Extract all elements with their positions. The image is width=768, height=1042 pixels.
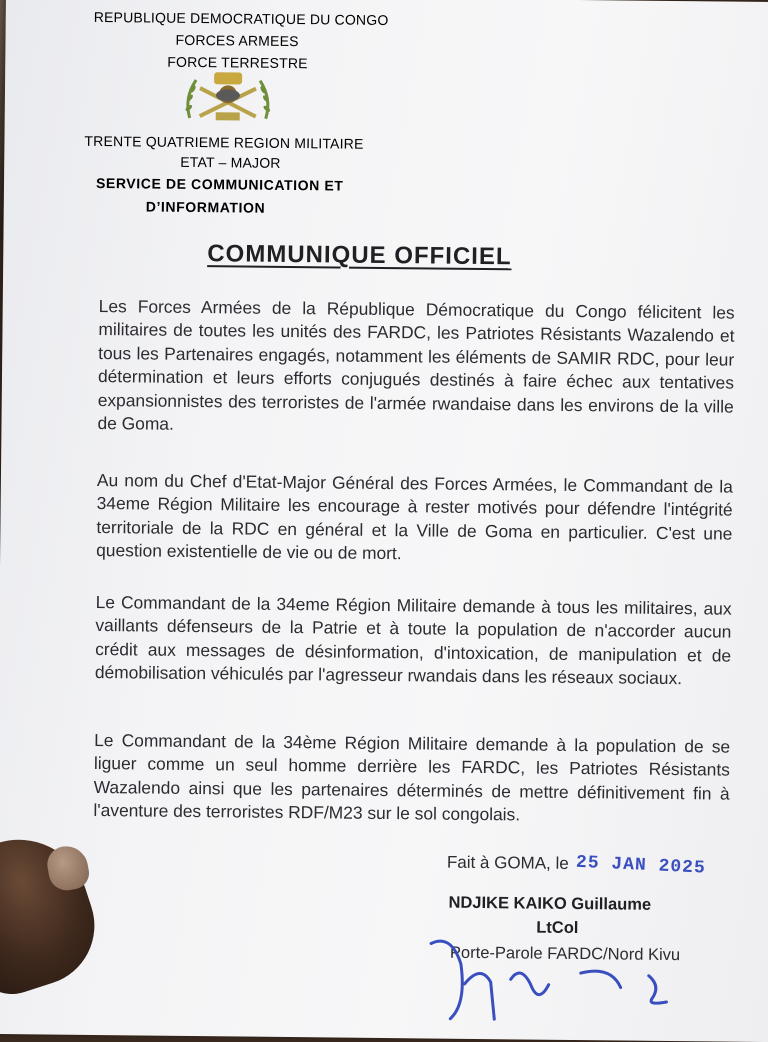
handwritten-signature [420, 923, 681, 1025]
paragraph [95, 591, 732, 691]
place-date [447, 853, 706, 877]
paragraph-text: Le Commandant de la 34eme Région Militaire demande à tous les militaires, aux vaillants défenseurs de la Patrie et à toute la population de n'accorder aucun crédit aux messages de désinformation, d'intoxication, de manipulation et de démobilisation véhiculés par l'agresseur rwandais dans les réseaux sociaux. [94, 591, 732, 689]
header-country: REPUBLIQUE DEMOCRATIQUE DU CONGO [93, 8, 389, 29]
paragraph [93, 729, 730, 829]
header-information: D’INFORMATION [145, 198, 266, 216]
header-armed-forces: FORCES ARMEES [175, 31, 299, 50]
place-date-text: Fait à GOMA, le [446, 852, 569, 873]
signatory-role: Porte-Parole FARDC/Nord Kivu [449, 943, 681, 965]
document-title: COMMUNIQUE OFFICIEL [207, 240, 512, 271]
paragraph [96, 469, 733, 569]
signatory-rank: LtCol [536, 918, 579, 938]
signatory-name: NDJIKE KAIKO Guillaume [448, 893, 652, 914]
header-region: TRENTE QUATRIEME REGION MILITAIRE [84, 132, 364, 152]
military-crest-icon [180, 68, 277, 127]
paragraph-text: Le Commandant de la 34ème Région Militaire demande à la population de se liguer comme un seul homme derrière les FARDC, les Patriotes Résistants Wazalendo ainsi que les partenaires déterminés de mettre définitivement fin à l'aventure des terroristes RDF/M23 sur le sol congolais. [93, 729, 731, 825]
paragraph-text: Les Forces Armées de la République Démocratique du Congo félicitent les militaires de toutes les unités des FARDC, les Patriotes Résistants Wazalendo et tous les Partenaires engagés, notamment les éléments de SAMIR RDC, pour leur détermination et leurs efforts conjugués destinés à faire échec aux tentatives expansionnistes des terroristes de l'armée rwandaise dans les environs de la ville de Goma. [97, 295, 735, 434]
paragraph [97, 295, 734, 442]
date-stamp: 25 JAN 2025 [575, 852, 706, 879]
header-staff: ETAT – MAJOR [180, 153, 281, 171]
header-land-force: FORCE TERRESTRE [167, 53, 308, 72]
header-service: SERVICE DE COMMUNICATION ET [95, 174, 344, 194]
paragraph-text: Au nom du Chef d'Etat-Major Général des Forces Armées, le Commandant de la 34eme Région Militaire les encourage à rester motivés pour défendre l'intégrité territoriale de la RDC en général et la Ville de Goma en particulier. C'est une question existentielle de vie ou de mort. [96, 469, 733, 564]
